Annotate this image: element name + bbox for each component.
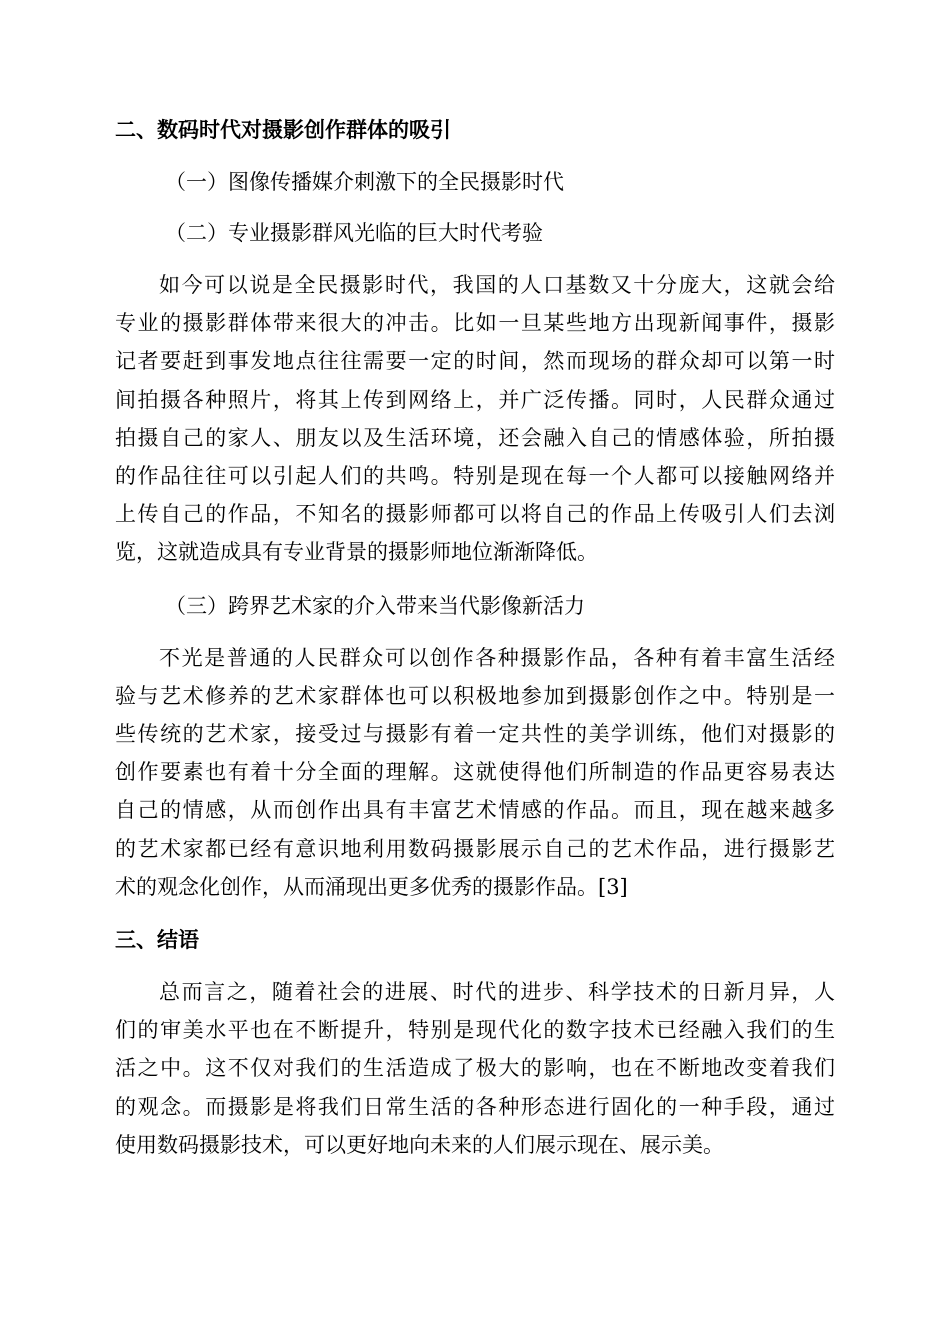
paragraph-line: 的作品往往可以引起人们的共鸣。特别是现在每一个人都可以接触网络并 — [115, 464, 835, 489]
paragraph-line: 使用数码摄影技术，可以更好地向未来的人们展示现在、展示美。 — [115, 1132, 724, 1157]
paragraph-line: 专业的摄影群体带来很大的冲击。比如一旦某些地方出现新闻事件，摄影 — [115, 311, 835, 336]
paragraph-mass-photography — [115, 266, 835, 572]
section-heading-digital-era: 二、数码时代对摄影创作群体的吸引 — [115, 118, 451, 142]
subheading-professional-challenge: （二）专业摄影群风光临的巨大时代考验 — [165, 221, 543, 245]
document-page — [115, 112, 835, 1164]
paragraph-line: 的观念。而摄影是将我们日常生活的各种形态进行固化的一种手段，通过 — [115, 1094, 835, 1119]
paragraph-line: 记者要赶到事发地点往往需要一定的时间，然而现场的群众却可以第一时 — [115, 349, 835, 374]
paragraph-line: 创作要素也有着十分全面的理解。这就使得他们所制造的作品更容易表达 — [115, 760, 835, 785]
paragraph-line: 览，这就造成具有专业背景的摄影师地位渐渐降低。 — [115, 540, 598, 565]
paragraph-line: 间拍摄各种照片，将其上传到网络上，并广泛传播。同时，人民群众通过 — [115, 387, 835, 412]
subheading-crossover-artists: （三）跨界艺术家的介入带来当代影像新活力 — [165, 593, 585, 618]
paragraph-line: 不光是普通的人民群众可以创作各种摄影作品，各种有着丰富生活经 — [159, 645, 835, 670]
paragraph-crossover-artists — [115, 639, 835, 906]
paragraph-line: 术的观念化创作，从而涌现出更多优秀的摄影作品。[3] — [115, 874, 628, 899]
paragraph-conclusion — [115, 973, 835, 1164]
paragraph-line: 总而言之，随着社会的进展、时代的进步、科学技术的日新月异，人 — [159, 980, 835, 1005]
paragraph-line: 们的审美水平也在不断提升，特别是现代化的数字技术已经融入我们的生 — [115, 1018, 835, 1043]
paragraph-line: 验与艺术修养的艺术家群体也可以积极地参加到摄影创作之中。特别是一 — [115, 683, 835, 708]
paragraph-line: 如今可以说是全民摄影时代，我国的人口基数又十分庞大，这就会给 — [159, 273, 835, 297]
paragraph-line: 上传自己的作品，不知名的摄影师都可以将自己的作品上传吸引人们去浏 — [115, 502, 835, 527]
paragraph-line: 自己的情感，从而创作出具有丰富艺术情感的作品。而且，现在越来越多 — [115, 798, 835, 823]
paragraph-line: 些传统的艺术家，接受过与摄影有着一定共性的美学训练，他们对摄影的 — [115, 722, 835, 747]
paragraph-line: 活之中。这不仅对我们的生活造成了极大的影响，也在不断地改变着我们 — [115, 1056, 835, 1081]
section-heading-conclusion: 三、结语 — [115, 928, 199, 953]
paragraph-line: 的艺术家都已经有意识地利用数码摄影展示自己的艺术作品，进行摄影艺 — [115, 836, 835, 861]
paragraph-line: 拍摄自己的家人、朋友以及生活环境，还会融入自己的情感体验，所拍摄 — [115, 425, 835, 450]
subheading-mass-photography: （一）图像传播媒介刺激下的全民摄影时代 — [165, 170, 564, 194]
